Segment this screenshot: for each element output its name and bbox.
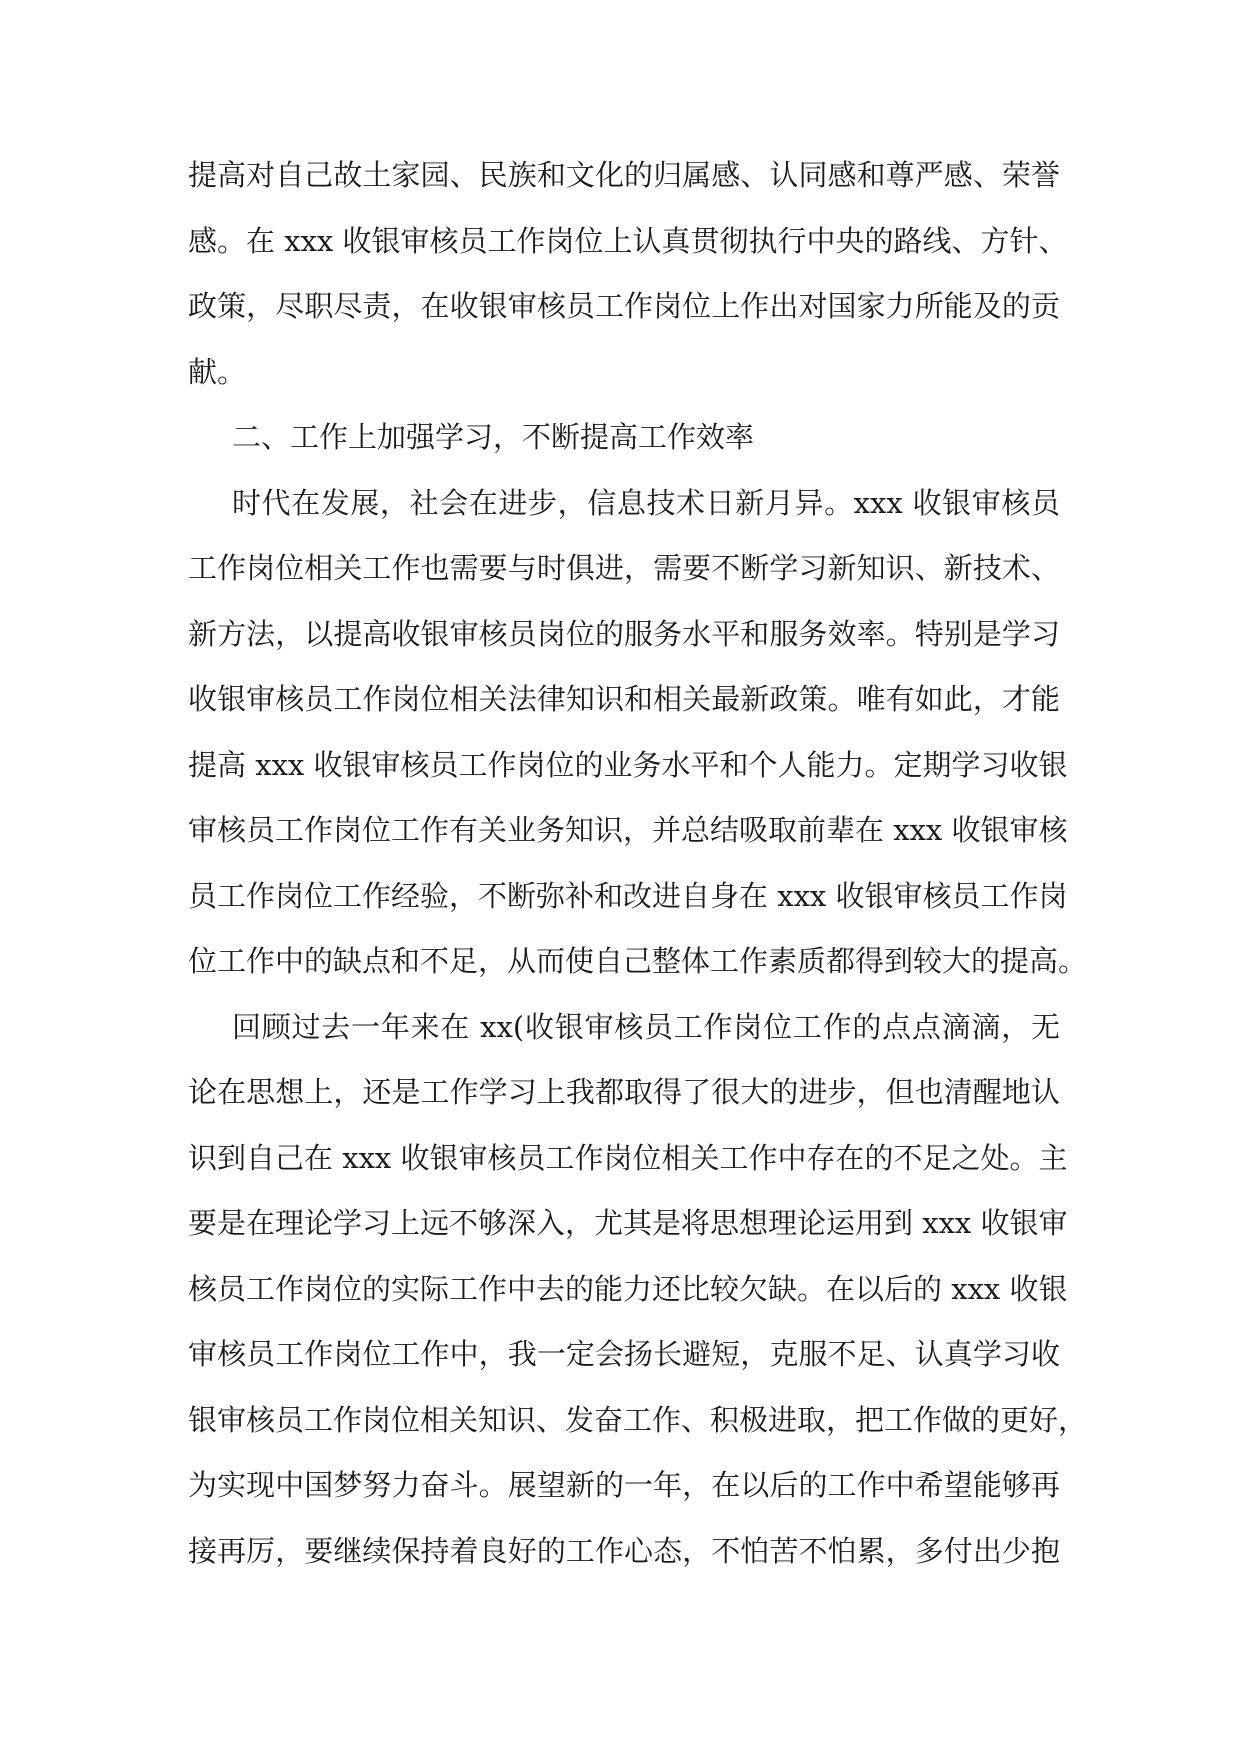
text-line: 提高对自己故土家园、民族和文化的归属感、认同感和尊严感、荣誉 (188, 158, 1060, 192)
paragraph-2 (188, 485, 1088, 1009)
text-line: 感。在 xxx 收银审核员工作岗位上认真贯彻执行中央的路线、方针、 (188, 223, 1068, 258)
document-body (188, 157, 1088, 1598)
section-heading (188, 419, 1060, 485)
text-line: 审核员工作岗位工作中，我一定会扬长避短，克服不足、认真学习收 (188, 1337, 1060, 1371)
text-line: 政策，尽职尽责，在收银审核员工作岗位上作出对国家力所能及的贡 (188, 289, 1060, 323)
text-line: 工作岗位相关工作也需要与时俱进，需要不断学习新知识、新技术、 (188, 551, 1060, 585)
text-line: 位工作中的缺点和不足，从而使自己整体工作素质都得到较大的提高。 (188, 944, 1088, 978)
text-line: 为实现中国梦努力奋斗。展望新的一年，在以后的工作中希望能够再 (188, 1468, 1060, 1502)
text-line: 核员工作岗位的实际工作中去的能力还比较欠缺。在以后的 xxx 收银 (188, 1271, 1068, 1306)
text-line: 时代在发展，社会在进步，信息技术日新月异。xxx 收银审核员 (232, 485, 1060, 520)
paragraph-3 (188, 1009, 1088, 1599)
heading-text: 二、工作上加强学习，不断提高工作效率 (232, 420, 755, 454)
text-line: 提高 xxx 收银审核员工作岗位的业务水平和个人能力。定期学习收银 (188, 747, 1068, 782)
paragraph-1 (188, 157, 1068, 419)
text-line: 回顾过去一年来在 xx(收银审核员工作岗位工作的点点滴滴，无 (232, 1009, 1060, 1044)
text-line: 收银审核员工作岗位相关法律知识和相关最新政策。唯有如此，才能 (188, 682, 1060, 716)
text-line: 识到自己在 xxx 收银审核员工作岗位相关工作中存在的不足之处。主 (188, 1140, 1068, 1175)
text-line: 新方法，以提高收银审核员岗位的服务水平和服务效率。特别是学习 (188, 616, 1060, 651)
text-line: 要是在理论学习上远不够深入，尤其是将思想理论运用到 xxx 收银审 (188, 1206, 1068, 1240)
text-line: 献。 (188, 354, 247, 389)
text-line: 审核员工作岗位工作有关业务知识，并总结吸取前辈在 xxx 收银审核 (188, 813, 1068, 847)
text-line: 银审核员工作岗位相关知识、发奋工作、积极进取，把工作做的更好， (188, 1402, 1088, 1437)
text-line: 员工作岗位工作经验，不断弥补和改进自身在 xxx 收银审核员工作岗 (188, 878, 1068, 913)
text-line: 论在思想上，还是工作学习上我都取得了很大的进步，但也清醒地认 (188, 1075, 1060, 1109)
text-line: 接再厉，要继续保持着良好的工作心态，不怕苦不怕累，多付出少抱 (188, 1533, 1060, 1568)
